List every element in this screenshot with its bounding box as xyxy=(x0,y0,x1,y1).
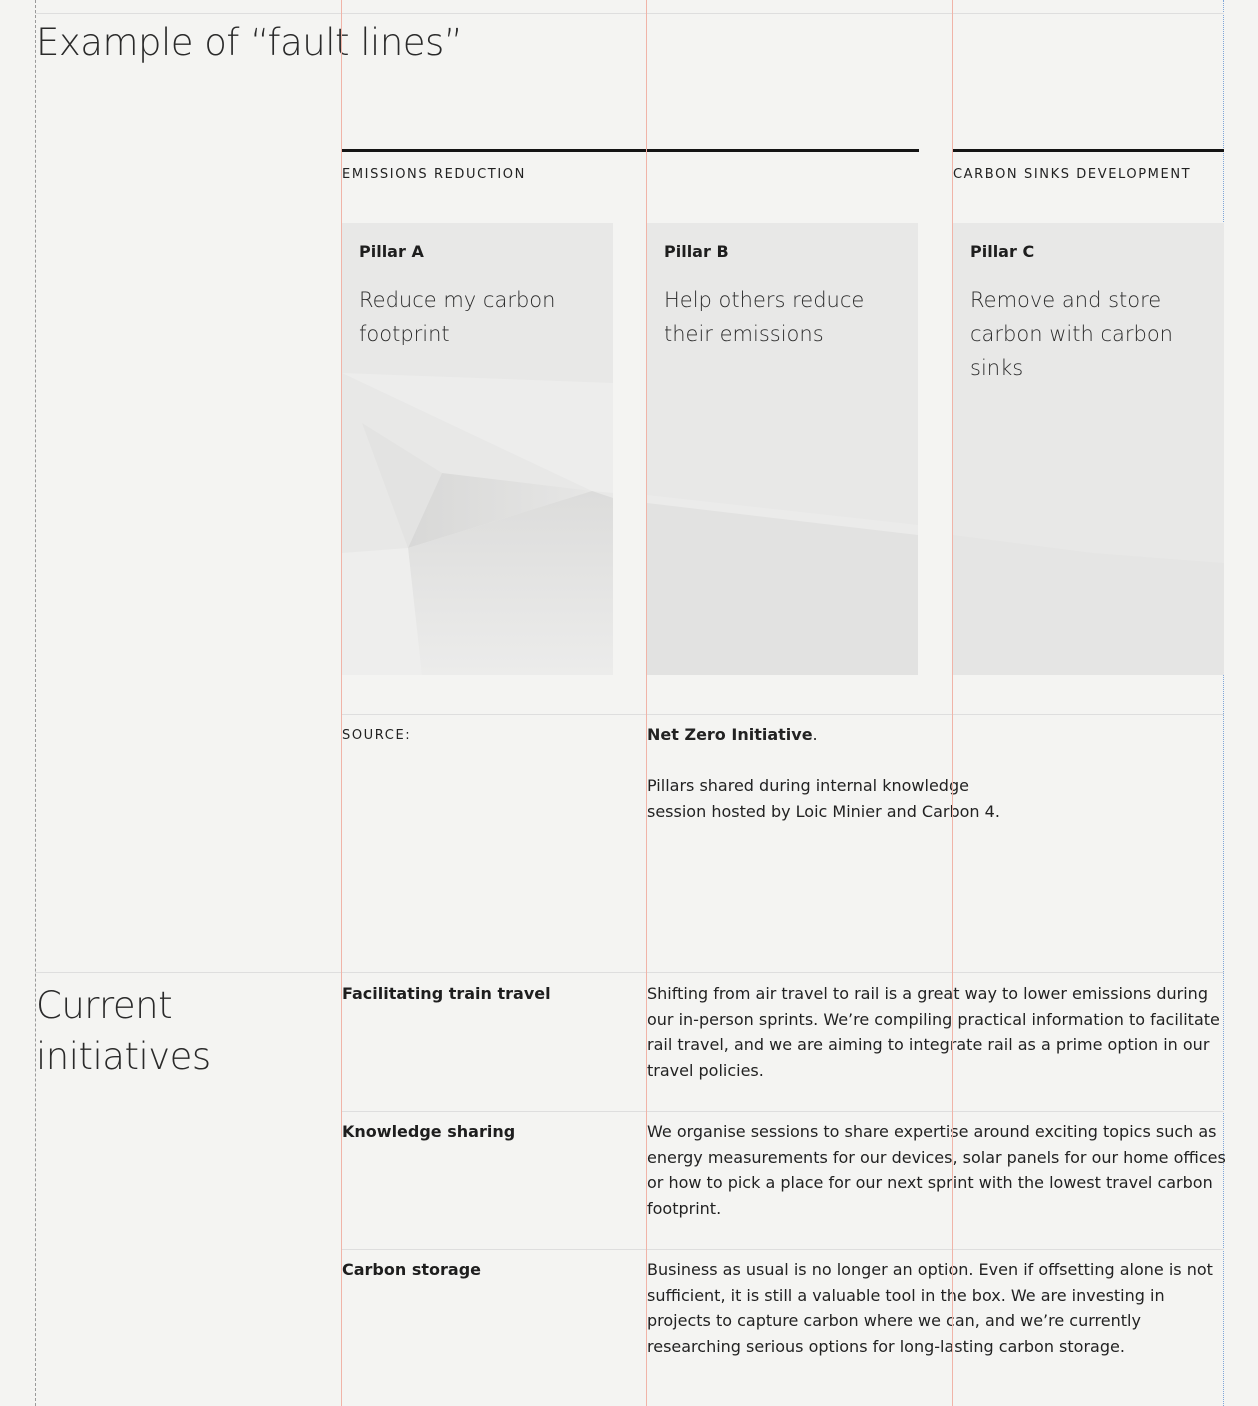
pillar-text: Reduce my carbon footprint xyxy=(359,288,556,346)
initiative-title-train: Facilitating train travel xyxy=(342,984,551,1003)
source-name-line xyxy=(647,722,818,748)
source-name-suffix: . xyxy=(812,725,818,744)
column-guide xyxy=(646,0,647,1406)
group-bar-carbon-sinks xyxy=(953,149,1224,152)
pillar-title: Pillar C xyxy=(970,242,1035,261)
source-label: SOURCE: xyxy=(342,728,412,743)
fault-lines-heading: Example of “fault lines” xyxy=(36,21,463,64)
initiatives-heading: Current initiatives xyxy=(36,984,211,1078)
pillar-title: Pillar B xyxy=(664,242,729,261)
pillar-card-b xyxy=(647,223,918,675)
column-guide xyxy=(952,0,953,1406)
initiative-desc-carbon-storage: Business as usual is no longer an option. Even if offsetting alone is not sufficient, it is still a valuable tool in the box. We are investing in projects to capture carbon where we can, and we’re currently researching serious options for long-lasting carbon storage. xyxy=(647,1260,1213,1357)
initiative-desc-train: Shifting from air travel to rail is a great way to lower emissions during our in-person sprints. We’re compiling practical information to facilitate rail travel, and we are aiming to integrate rail as a prime option in our travel policies. xyxy=(647,984,1220,1081)
layout-guide-left xyxy=(35,0,36,1406)
pillar-text: Help others reduce their emissions xyxy=(664,288,865,346)
row-divider xyxy=(342,1249,1224,1250)
source-name: Net Zero Initiative xyxy=(647,725,813,744)
pillar-text: Remove and store carbon with carbon sinks xyxy=(970,288,1173,380)
pillar-card-a xyxy=(342,223,613,675)
source-divider xyxy=(342,714,1224,715)
initiatives-divider xyxy=(35,972,1224,973)
pillar-card-c xyxy=(953,223,1224,675)
top-divider xyxy=(35,13,1224,14)
group-label-carbon-sinks: CARBON SINKS DEVELOPMENT xyxy=(953,167,1192,182)
initiative-title-knowledge: Knowledge sharing xyxy=(342,1122,516,1141)
initiative-title-carbon-storage: Carbon storage xyxy=(342,1260,481,1279)
source-description: Pillars shared during internal knowledge session hosted by Loic Minier and Carbon 4. xyxy=(647,776,1000,821)
group-label-emissions: EMISSIONS REDUCTION xyxy=(342,167,526,182)
group-bar-emissions xyxy=(342,149,919,152)
column-guide xyxy=(341,0,342,1406)
row-divider xyxy=(342,1111,1224,1112)
initiative-desc-knowledge: We organise sessions to share expertise around exciting topics such as energy measurements for our devices, solar panels for our home offices or how to pick a place for our next sprint with the lowest travel carbon footprint. xyxy=(647,1122,1226,1219)
pillar-title: Pillar A xyxy=(359,242,424,261)
